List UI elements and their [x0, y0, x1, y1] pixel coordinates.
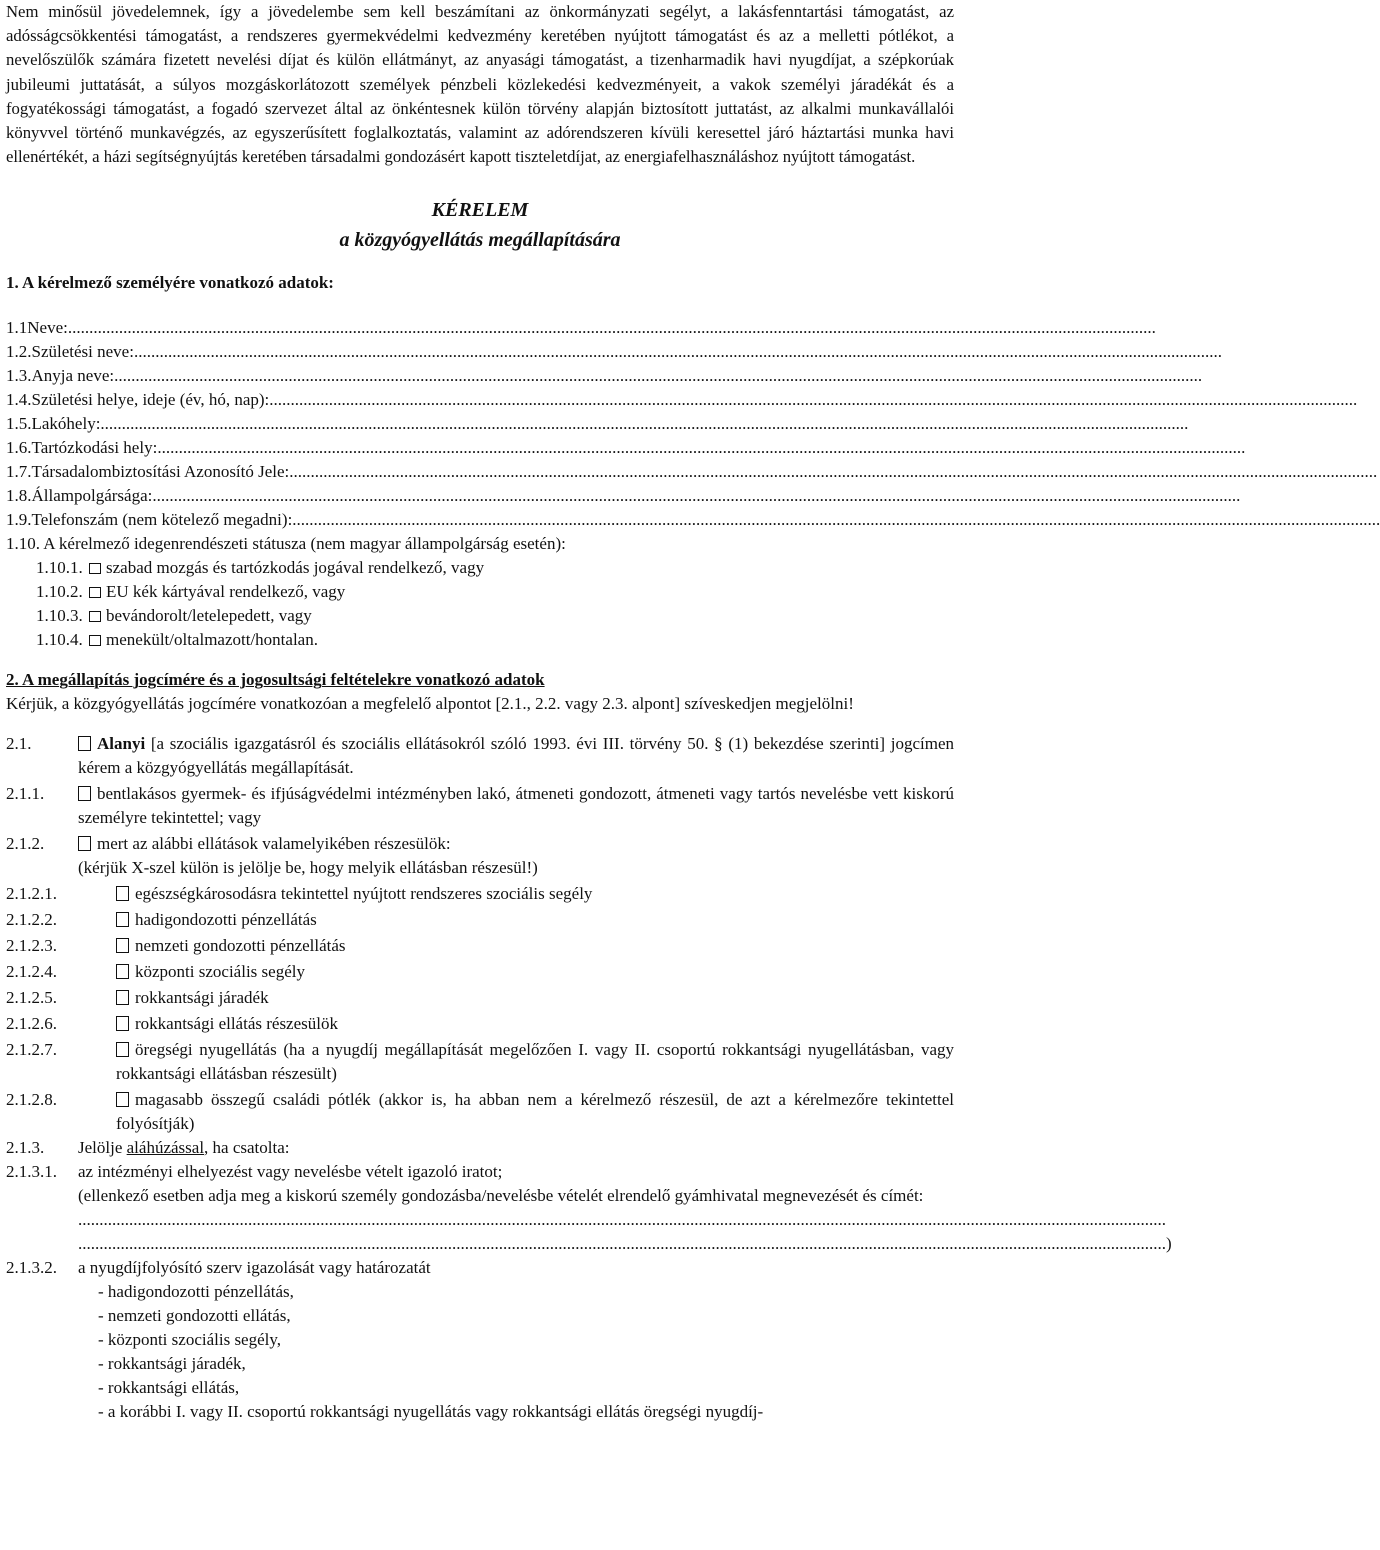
- certificate-list: [78, 1280, 954, 1424]
- field-citizenship[interactable]: 1.8. Állampolgársága: .....: [6, 484, 954, 508]
- benefit-item[interactable]: 2.1.2.1. egészségkárosodásra tekintettel nyújtott rendszeres szociális segély: [6, 884, 593, 904]
- status-option[interactable]: 1.10.1. szabad mozgás és tartózkodás jogával rendelkező, vagy: [36, 558, 485, 578]
- field-taj[interactable]: 1.7. Társadalombiztosítási Azonosító Jele: .....: [6, 460, 954, 484]
- field-stay-place[interactable]: 1.6. Tartózkodási hely: .....: [6, 436, 954, 460]
- benefit-item[interactable]: 2.1.2.7. öregségi nyugellátás (ha a nyugdíj megállapítását megelőzően I. vagy II. csoportú rokkantsági nyugellátásban, vagy rokkantsági ellátásban részesült): [6, 1040, 954, 1084]
- checkbox-icon[interactable]: [78, 736, 91, 751]
- list-item: - rokkantsági járadék,: [98, 1354, 246, 1374]
- checkbox-icon[interactable]: [116, 964, 129, 979]
- intro-paragraph: Nem minősül jövedelemnek, így a jövedelembe sem kell beszámítani az önkormányzati segélyt, a lakásfenntartási támogatást, az adósságcsökkentési támogatást, a rendszeres gyermekvédelmi kedvezmény keretében nyújtott támogatást és az a melletti pótlékot, a nevelőszülők számára fizetett nevelési díjat és külön ellátmányt, az anyasági támogatást, a tizenharmadik havi nyugdíjat, a szépkorúak jubileumi juttatását, a súlyos mozgáskorlátozott személyek pénzbeli közlekedési kedvezményeit, a vakok személyi járadékát és a fogyatékossági támogatást, a fogadó szervezet által az önkéntesnek külön törvény alapján biztosított juttatást, az alkalmi munkavállalói könyvvel történő munkavégzés, az egyszerűsített foglalkoztatás, valamint az adórendszeren kívüli keresettel járó háztartási munka havi ellenértékét, a házi segítségnyújtás keretében társadalmi gondozásért kapott tiszteletdíjat, az energiafelhasználáshoz nyújtott támogatást.: [6, 2, 954, 167]
- benefit-item[interactable]: 2.1.2.8. magasabb összegű családi pótlék (akkor is, ha abban nem a kérelmező részesül, de azt a kérelmezőre tekintettel folyósítják): [6, 1090, 954, 1134]
- item-2-1-1: 2.1.1. bentlakásos gyermek- és ifjúságvédelmi intézményben lakó, átmeneti gondozott, átmeneti vagy tartós nevelésbe vett kiskorú személyre tekintettel; vagy: [6, 784, 954, 828]
- checkbox-icon[interactable]: [89, 635, 101, 646]
- checkbox-icon[interactable]: [89, 611, 101, 622]
- section-1: [6, 271, 954, 652]
- guardianship-note: (ellenkező esetben adja meg a kiskorú személy gondozásba/nevelésbe vételét elrendelő gyámhivatal megnevezését és címét:: [78, 1186, 924, 1206]
- field-birth-name[interactable]: 1.2. Születési neve: .....: [6, 340, 954, 364]
- list-item: - a korábbi I. vagy II. csoportú rokkantsági nyugellátás vagy rokkantsági ellátás öregségi nyugdíj-: [98, 1402, 764, 1422]
- benefit-item[interactable]: 2.1.2.3. nemzeti gondozotti pénzellátás: [6, 936, 346, 956]
- benefit-item[interactable]: 2.1.2.6. rokkantsági ellátás részesülök: [6, 1014, 338, 1034]
- field-name[interactable]: 1.1 Neve: .....: [6, 316, 954, 340]
- status-option[interactable]: 1.10.3. bevándorolt/letelepedett, vagy: [36, 606, 312, 626]
- checkbox-icon[interactable]: [116, 938, 129, 953]
- field-phone[interactable]: 1.9. Telefonszám (nem kötelező megadni): .....: [6, 508, 954, 532]
- field-residence[interactable]: 1.5. Lakóhely: .....: [6, 412, 954, 436]
- benefit-list: [6, 882, 954, 1136]
- list-item: - hadigondozotti pénzellátás,: [98, 1282, 294, 1302]
- section-2-title: 2. A megállapítás jogcímére és a jogosultsági feltételekre vonatkozó adatok: [6, 670, 545, 690]
- benefit-item[interactable]: 2.1.2.2. hadigondozotti pénzellátás: [6, 910, 317, 930]
- benefit-item[interactable]: 2.1.2.4. központi szociális segély: [6, 962, 305, 982]
- item-2-1-3-2: 2.1.3.2. a nyugdíjfolyósító szerv igazolását vagy határozatát - hadigondozotti pénzellátás, - nemzeti gondozotti ellátás, - központi szociális segély, - rokkantsági járadék, - rokkantsági ellátás, - a korábbi I. vagy II. csoportú rokkantsági nyugellátás vagy rokkantsági ellátás öregségi nyugdíj-: [6, 1256, 954, 1424]
- checkbox-icon[interactable]: [89, 587, 101, 598]
- personal-fields: [6, 316, 954, 652]
- checkbox-icon[interactable]: [116, 990, 129, 1005]
- guardianship-input-line-2[interactable]: ..... ): [78, 1232, 1172, 1256]
- guardianship-input-line-1[interactable]: [78, 1208, 1172, 1232]
- item-2-1-3-1: 2.1.3.1. az intézményi elhelyezést vagy nevelésbe vételt igazoló iratot; (ellenkező esetben adja meg a kiskorú személy gondozásba/nevelésbe vételét elrendelő gyámhivatal megnevezését és címét: ..... ..... ): [6, 1160, 954, 1256]
- list-item: - rokkantsági ellátás,: [98, 1378, 240, 1398]
- form-title-sub: a közgyógyellátás megállapítására: [339, 229, 621, 252]
- benefit-item[interactable]: 2.1.2.5. rokkantsági járadék: [6, 988, 269, 1008]
- status-options: [6, 556, 954, 652]
- form-title-main: KÉRELEM: [431, 199, 529, 222]
- checkbox-icon[interactable]: [116, 1042, 129, 1057]
- status-option[interactable]: 1.10.2. EU kék kártyával rendelkező, vagy: [36, 582, 346, 602]
- checkbox-icon[interactable]: [89, 563, 101, 574]
- item-2-1-2: 2.1.2. mert az alábbi ellátások valamelyikében részesülök: (kérjük X-szel külön is jelölje be, hogy melyik ellátásban részesül!): [6, 834, 538, 878]
- checkbox-icon[interactable]: [116, 1092, 129, 1107]
- item-2-1-2-note: (kérjük X-szel külön is jelölje be, hogy melyik ellátásban részesül!): [78, 858, 538, 878]
- list-item: - központi szociális segély,: [98, 1330, 282, 1350]
- item-2-1-3: 2.1.3. Jelölje aláhúzással, ha csatolta:: [6, 1138, 290, 1158]
- checkbox-icon[interactable]: [116, 912, 129, 927]
- section-2-instruction: Kérjük, a közgyógyellátás jogcímére vonatkozóan a megfelelő alpontot [2.1., 2.2. vagy 2.3. alpont] szíveskedjen megjelölni!: [6, 694, 854, 714]
- field-mother-name[interactable]: 1.3. Anyja neve: .....: [6, 364, 954, 388]
- form-title: [6, 195, 954, 255]
- item-2-1: 2.1. Alanyi [a szociális igazgatásról és szociális ellátásokról szóló 1993. évi III. törvény 50. § (1) bekezdése szerinti] jogcímen kérem a közgyógyellátás megállapítását.: [6, 734, 954, 778]
- checkbox-icon[interactable]: [116, 1016, 129, 1031]
- checkbox-icon[interactable]: [78, 786, 91, 801]
- list-item: - nemzeti gondozotti ellátás,: [98, 1306, 291, 1326]
- section-1-title: 1. A kérelmező személyére vonatkozó adatok:: [6, 273, 334, 293]
- checkbox-icon[interactable]: [78, 836, 91, 851]
- status-option[interactable]: 1.10.4. menekült/oltalmazott/hontalan.: [36, 630, 318, 650]
- field-birth-place-date[interactable]: 1.4. Születési helye, ideje (év, hó, nap): .....: [6, 388, 954, 412]
- section-2: [6, 668, 1172, 1424]
- status-title: 1.10. A kérelmező idegenrendészeti státusza (nem magyar állampolgárság esetén):: [6, 534, 566, 554]
- checkbox-icon[interactable]: [116, 886, 129, 901]
